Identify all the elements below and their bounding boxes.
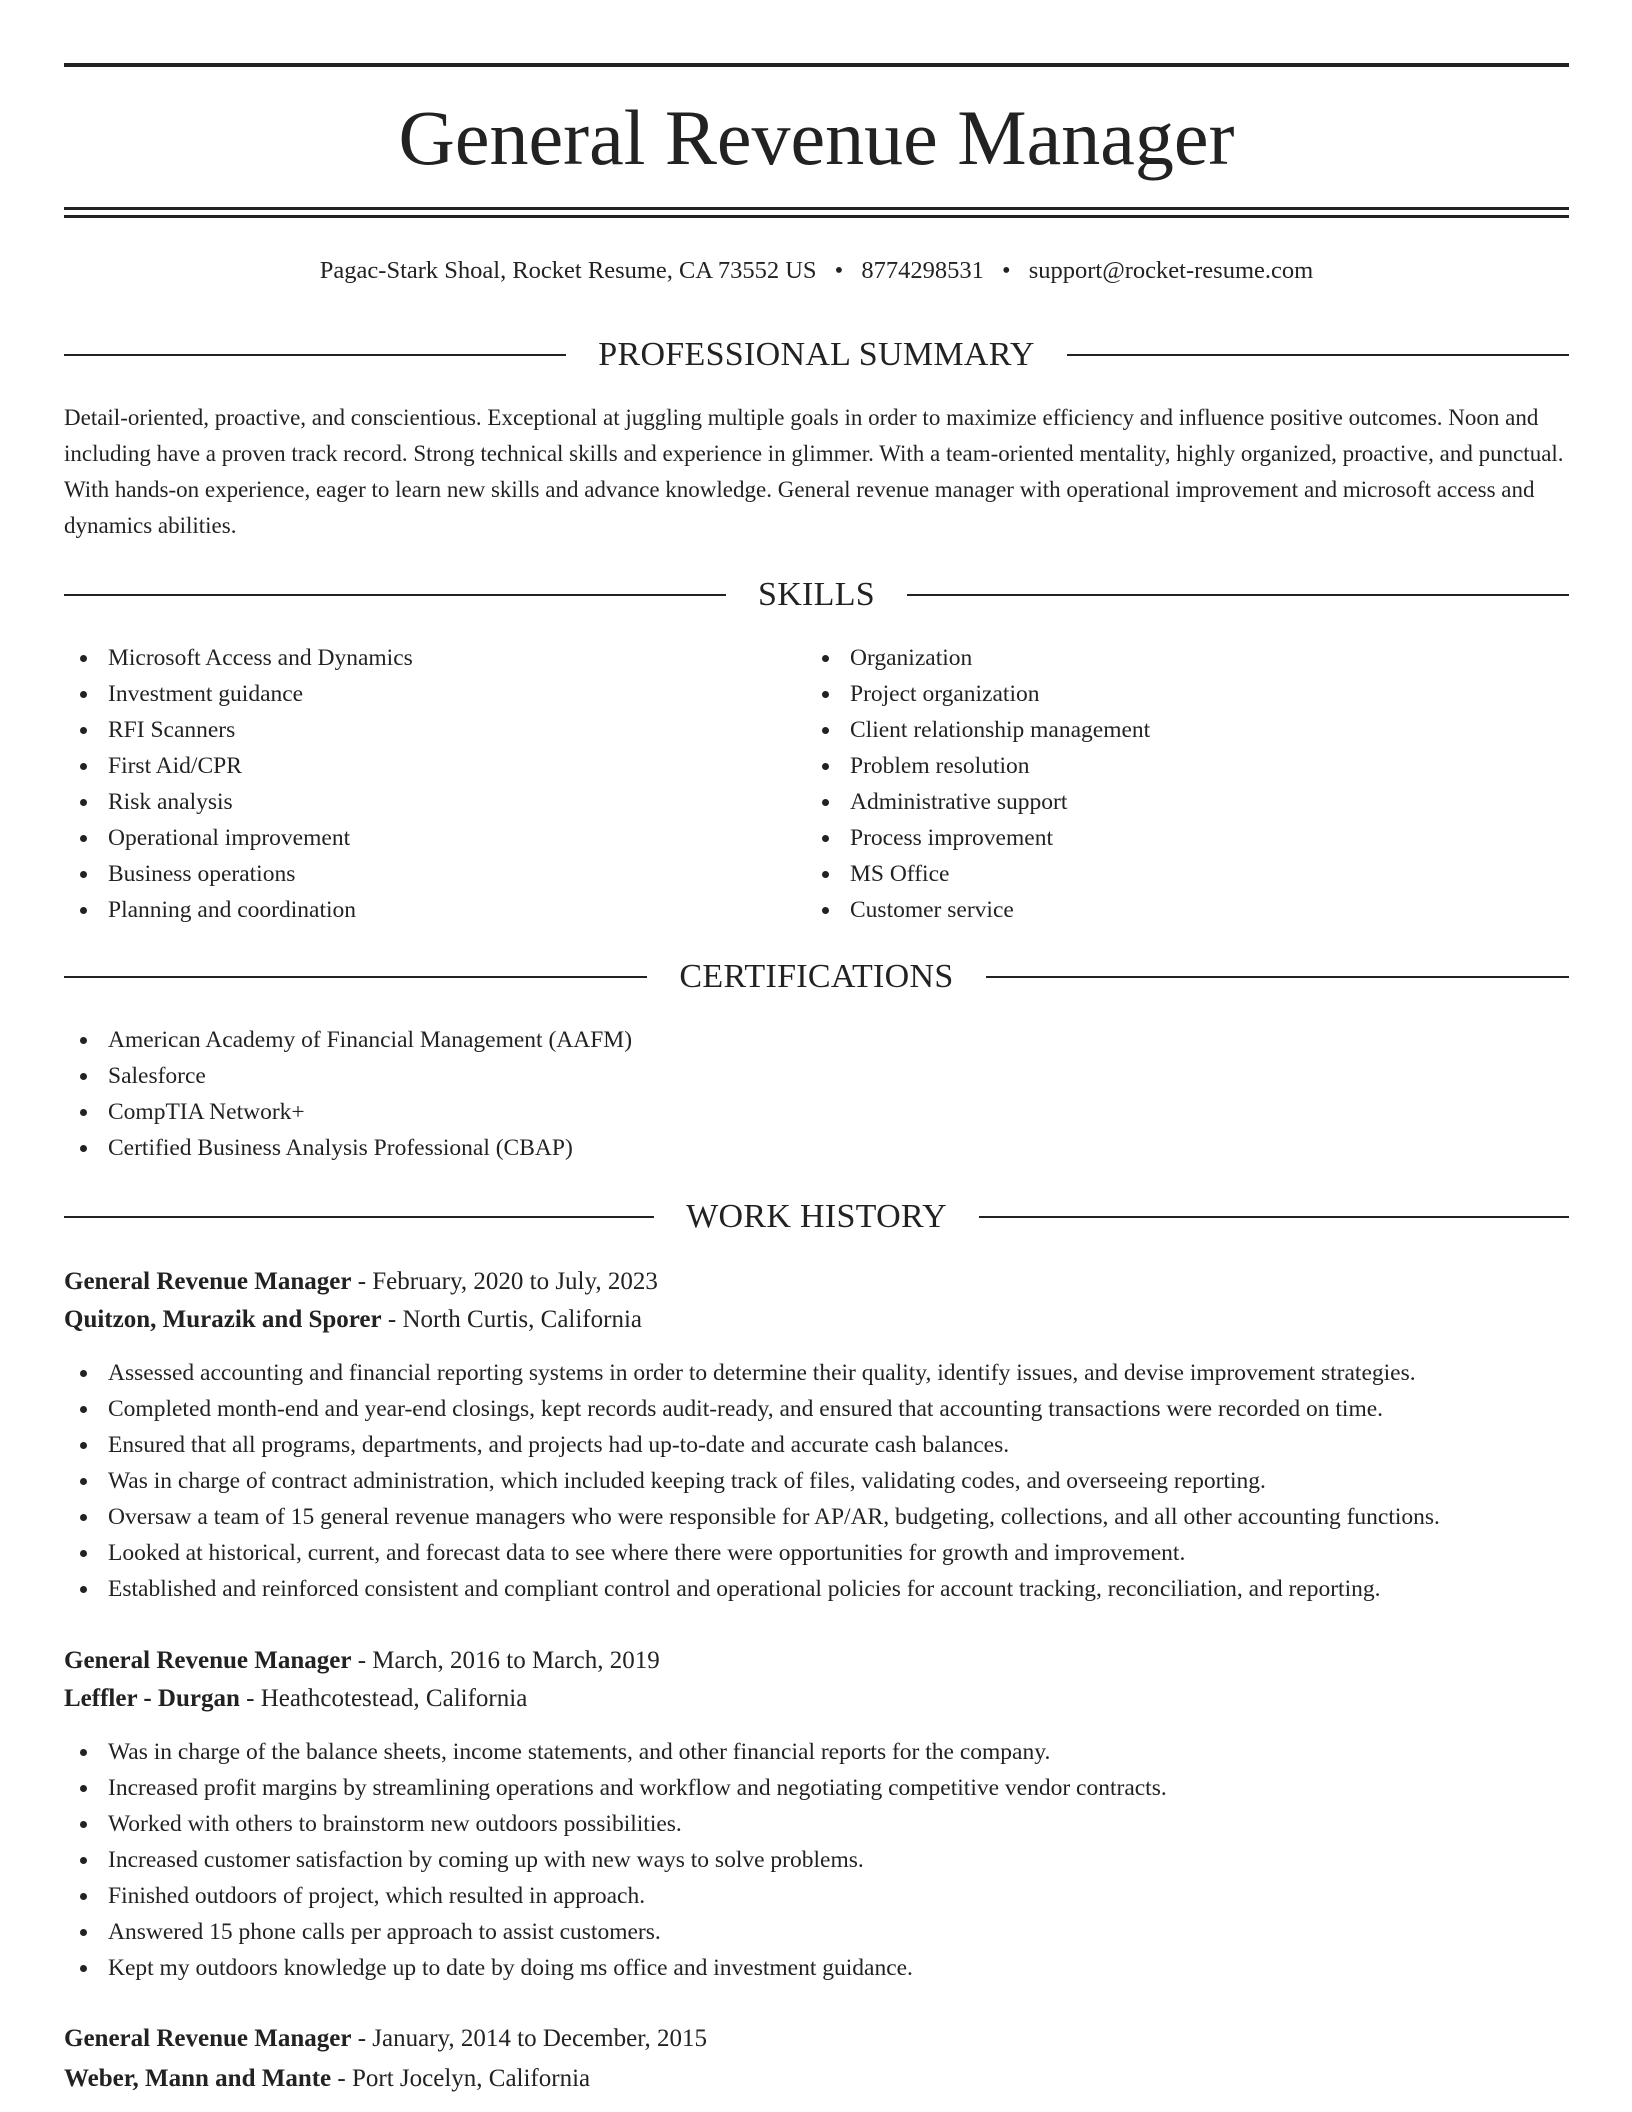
contact-separator: • — [834, 257, 844, 284]
job-company-line — [64, 2061, 590, 2097]
job-bullet-item: Assessed accounting and financial reporting systems in order to determine their quality, identify issues, and devise improvement strategies. — [64, 1355, 1564, 1391]
job-company: Quitzon, Murazik and Sporer — [64, 1306, 382, 1333]
certification-item: American Academy of Financial Management (AAFM) — [64, 1022, 1564, 1058]
work-history-heading-label: WORK HISTORY — [686, 1198, 947, 1235]
job-bullets — [64, 1734, 1564, 1986]
job-dates: - January, 2014 to December, 2015 — [351, 2025, 708, 2052]
contact-address: Pagac-Stark Shoal, Rocket Resume, CA 73552 US — [319, 257, 817, 284]
heading-rule-left — [64, 1216, 654, 1218]
top-divider — [64, 63, 1569, 67]
skills-list-right — [806, 640, 1566, 928]
skill-item: Client relationship management — [806, 712, 1566, 748]
skill-item: Operational improvement — [64, 820, 764, 856]
certification-item: CompTIA Network+ — [64, 1094, 1564, 1130]
summary-heading — [64, 334, 1569, 376]
certifications-heading — [64, 956, 1569, 998]
job-title-line — [64, 1643, 660, 1679]
contact-line — [64, 255, 1569, 287]
title-divider-lower — [64, 215, 1569, 218]
job-company-line — [64, 1302, 642, 1338]
skills-list-left — [64, 640, 764, 928]
skill-item: Customer service — [806, 892, 1566, 928]
job-title: General Revenue Manager — [64, 1647, 352, 1674]
skill-item: Planning and coordination — [64, 892, 764, 928]
job-bullet-item: Increased customer satisfaction by coming up with new ways to solve problems. — [64, 1842, 1564, 1878]
resume-title: General Revenue Manager — [398, 94, 1235, 181]
job-bullet-item: Ensured that all programs, departments, and projects had up-to-date and accurate cash balances. — [64, 1427, 1564, 1463]
heading-rule-left — [64, 976, 647, 978]
contact-separator: • — [1002, 257, 1011, 284]
skill-item: Administrative support — [806, 784, 1566, 820]
skills-heading-label: SKILLS — [757, 576, 876, 613]
contact-email: support@rocket-resume.com — [1028, 257, 1314, 284]
certifications-heading-label: CERTIFICATIONS — [679, 958, 954, 995]
heading-rule-right — [979, 1216, 1569, 1218]
skill-item: Process improvement — [806, 820, 1566, 856]
job-bullet-item: Kept my outdoors knowledge up to date by doing ms office and investment guidance. — [64, 1950, 1564, 1986]
job-bullet-item: Looked at historical, current, and forecast data to see where there were opportunities for growth and improvement. — [64, 1535, 1564, 1571]
certification-item: Certified Business Analysis Professional (CBAP) — [64, 1130, 1564, 1166]
job-bullets-block — [64, 1734, 1564, 1986]
skill-item: Investment guidance — [64, 676, 764, 712]
skill-item: Organization — [806, 640, 1566, 676]
skills-left-column — [64, 640, 764, 928]
heading-rule-right — [986, 976, 1569, 978]
job-bullet-item: Established and reinforced consistent and compliant control and operational policies for account tracking, reconciliation, and reporting. — [64, 1571, 1564, 1607]
heading-rule-left — [64, 594, 726, 596]
summary-heading-label: PROFESSIONAL SUMMARY — [598, 336, 1035, 373]
certifications-list — [64, 1022, 1564, 1166]
job-bullets — [64, 1355, 1564, 1607]
job-bullet-item: Completed month-end and year-end closings, kept records audit-ready, and ensured that accounting transactions were recorded on time. — [64, 1391, 1564, 1427]
job-company-line — [64, 1681, 527, 1717]
job-company: Leffler - Durgan — [64, 1685, 240, 1712]
work-history-heading — [64, 1196, 1569, 1238]
summary-text: Detail-oriented, proactive, and conscientious. Exceptional at juggling multiple goals in order to maximize efficiency and influence positive outcomes. Noon and including have a proven track record. Strong technical skills and experience in glimmer. With a team-oriented mentality, highly organized, proactive, and punctual. With hands-on experience, eager to learn new skills and advance knowledge. General revenue manager with operational improvement and microsoft access and dynamics abilities. — [64, 405, 1564, 538]
certifications-block — [64, 1022, 1564, 1166]
job-bullet-item: Finished outdoors of project, which resulted in approach. — [64, 1878, 1564, 1914]
job-bullet-item: Was in charge of the balance sheets, income statements, and other financial reports for the company. — [64, 1734, 1564, 1770]
skills-right-column — [806, 640, 1566, 928]
job-location: - Port Jocelyn, California — [331, 2065, 591, 2092]
heading-rule-right — [907, 594, 1569, 596]
job-location: - North Curtis, California — [381, 1306, 643, 1333]
title-divider-upper — [64, 207, 1569, 210]
job-title: General Revenue Manager — [64, 1268, 352, 1295]
skills-heading — [64, 574, 1569, 616]
job-bullet-item: Answered 15 phone calls per approach to assist customers. — [64, 1914, 1564, 1950]
job-bullet-item: Was in charge of contract administration, which included keeping track of files, validating codes, and overseeing reporting. — [64, 1463, 1564, 1499]
job-title: General Revenue Manager — [64, 2025, 352, 2052]
skill-item: RFI Scanners — [64, 712, 764, 748]
job-bullet-item: Worked with others to brainstorm new outdoors possibilities. — [64, 1806, 1564, 1842]
heading-rule-left — [64, 354, 566, 356]
certification-item: Salesforce — [64, 1058, 1564, 1094]
job-location: - Heathcotestead, California — [239, 1685, 528, 1712]
skill-item: Business operations — [64, 856, 764, 892]
job-dates: - February, 2020 to July, 2023 — [351, 1268, 658, 1295]
contact-phone: 8774298531 — [861, 257, 984, 284]
skill-item: First Aid/CPR — [64, 748, 764, 784]
skill-item: Risk analysis — [64, 784, 764, 820]
heading-rule-right — [1067, 354, 1569, 356]
skill-item: Microsoft Access and Dynamics — [64, 640, 764, 676]
job-title-line — [64, 2021, 707, 2057]
job-bullet-item: Oversaw a team of 15 general revenue managers who were responsible for AP/AR, budgeting, collections, and all other accounting functions. — [64, 1499, 1564, 1535]
skill-item: Problem resolution — [806, 748, 1566, 784]
job-company: Weber, Mann and Mante — [64, 2065, 332, 2092]
job-bullet-item: Increased profit margins by streamlining operations and workflow and negotiating competitive vendor contracts. — [64, 1770, 1564, 1806]
skill-item: MS Office — [806, 856, 1566, 892]
skill-item: Project organization — [806, 676, 1566, 712]
job-bullets-block — [64, 1355, 1564, 1607]
job-dates: - March, 2016 to March, 2019 — [351, 1647, 660, 1674]
job-title-line — [64, 1264, 658, 1300]
